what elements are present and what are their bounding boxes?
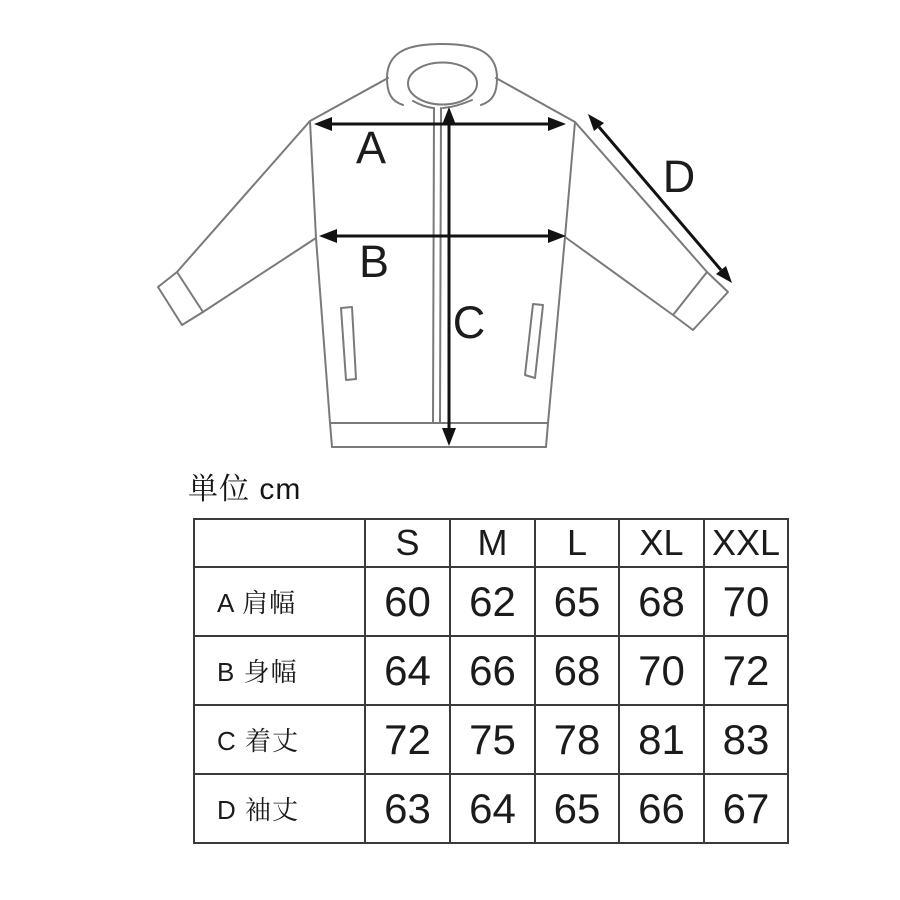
size-value-cell: 78 xyxy=(535,705,619,774)
jacket-right-cuff xyxy=(673,272,728,330)
measurement-label-d: D xyxy=(662,151,696,202)
jacket-right-sleeve-inner-edge xyxy=(565,237,673,315)
jacket-outline-drawing xyxy=(158,44,728,447)
size-value-cell: 62 xyxy=(450,567,535,636)
jacket-right-pocket xyxy=(525,304,543,378)
arrow-a-right-head xyxy=(548,117,566,131)
size-column-header-m: M xyxy=(450,519,535,567)
jacket-left-sleeve-outer-edge xyxy=(177,121,310,272)
size-column-header-xxl: XXL xyxy=(704,519,788,567)
jacket-collar-outer xyxy=(387,44,497,105)
size-value-cell: 65 xyxy=(535,567,619,636)
arrow-b-left-head xyxy=(319,229,337,243)
size-value-cell: 81 xyxy=(619,705,704,774)
jacket-left-cuff xyxy=(158,272,203,325)
measurement-row-label: A 肩幅 xyxy=(194,567,365,636)
table-row-body-width xyxy=(194,636,788,705)
jacket-collar-front-left-edge xyxy=(413,101,433,108)
size-value-cell: 66 xyxy=(450,636,535,705)
measurement-row-label: C 着丈 xyxy=(194,705,365,774)
size-column-header-s: S xyxy=(365,519,450,567)
arrow-b-right-head xyxy=(548,229,566,243)
measurement-row-label: B 身幅 xyxy=(194,636,365,705)
measurement-label-b: B xyxy=(358,236,390,287)
size-value-cell: 72 xyxy=(365,705,450,774)
jacket-neck-opening xyxy=(408,63,477,105)
table-corner-cell xyxy=(194,519,365,567)
table-row-sleeve-length xyxy=(194,774,788,843)
size-column-header-xl: XL xyxy=(619,519,704,567)
size-column-header-l: L xyxy=(535,519,619,567)
size-value-cell: 67 xyxy=(704,774,788,843)
size-table-header-row xyxy=(194,519,788,567)
unit-label: 単位 cm xyxy=(188,473,302,506)
jacket-zipper-left-line xyxy=(433,108,434,423)
size-value-cell: 70 xyxy=(619,636,704,705)
arrow-c-top-head xyxy=(442,107,456,125)
jacket-left-pocket xyxy=(341,307,356,380)
size-value-cell: 83 xyxy=(704,705,788,774)
size-value-cell: 66 xyxy=(619,774,704,843)
arrow-d-sleeve-length xyxy=(599,127,721,270)
arrow-c-bottom-head xyxy=(442,428,456,446)
size-value-cell: 63 xyxy=(365,774,450,843)
size-table xyxy=(193,518,789,844)
size-value-cell: 65 xyxy=(535,774,619,843)
measurement-label-a: A xyxy=(355,122,387,173)
size-value-cell: 64 xyxy=(365,636,450,705)
measurement-row-label: D 袖丈 xyxy=(194,774,365,843)
size-value-cell: 68 xyxy=(619,567,704,636)
size-value-cell: 70 xyxy=(704,567,788,636)
measurement-label-c: C xyxy=(452,297,486,348)
table-row-shoulder-width xyxy=(194,567,788,636)
arrow-a-left-head xyxy=(314,117,332,131)
size-value-cell: 72 xyxy=(704,636,788,705)
jacket-right-body-edge xyxy=(496,78,575,447)
size-value-cell: 75 xyxy=(450,705,535,774)
table-row-body-length xyxy=(194,705,788,774)
size-value-cell: 64 xyxy=(450,774,535,843)
size-value-cell: 68 xyxy=(535,636,619,705)
size-value-cell: 60 xyxy=(365,567,450,636)
jacket-zipper-right-line xyxy=(440,108,441,423)
jacket-left-sleeve-inner-edge xyxy=(203,238,316,312)
